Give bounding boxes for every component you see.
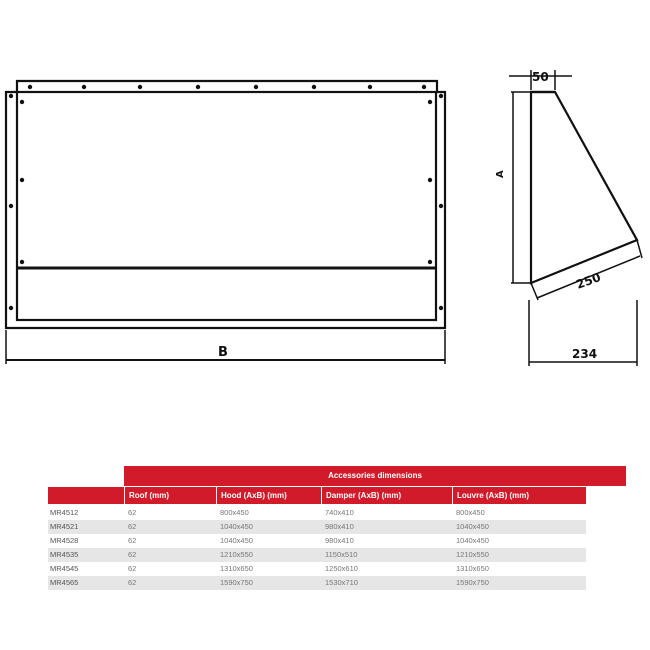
dimension-a — [511, 92, 530, 283]
table-header-row — [48, 487, 586, 504]
cell-louvre: 1040x450 — [456, 522, 489, 531]
cell-louvre: 800x450 — [456, 508, 485, 517]
table-row — [48, 506, 586, 520]
cell-model: MR4535 — [50, 550, 79, 559]
side-view — [531, 92, 637, 283]
cell-hood: 1040x450 — [220, 522, 253, 531]
cell-roof: 62 — [128, 508, 137, 517]
cell-louvre: 1590x750 — [456, 578, 489, 587]
dimension-234-label: 234 — [572, 347, 598, 361]
dimension-50-label: 50 — [532, 70, 549, 84]
cell-model: MR4521 — [50, 522, 79, 531]
cell-damper: 1250x610 — [325, 564, 358, 573]
front-flange-outline — [6, 81, 445, 328]
cell-model: MR4545 — [50, 564, 79, 573]
cell-louvre: 1040x450 — [456, 536, 489, 545]
side-hood-outline — [531, 92, 637, 283]
table-row — [48, 520, 586, 534]
cell-hood: 800x450 — [220, 508, 249, 517]
cell-roof: 62 — [128, 550, 137, 559]
cell-damper: 980x410 — [325, 522, 354, 531]
header-damper: Damper (AxB) (mm) — [321, 487, 452, 504]
front-view — [6, 81, 445, 328]
header-louvre: Louvre (AxB) (mm) — [452, 487, 586, 504]
front-inner-panel — [17, 92, 436, 320]
table-row — [48, 534, 586, 548]
cell-roof: 62 — [128, 522, 137, 531]
cell-roof: 62 — [128, 564, 137, 573]
table-row — [48, 576, 586, 590]
dimension-250-label: 250 — [574, 270, 603, 292]
cell-model: MR4565 — [50, 578, 79, 587]
cell-louvre: 1310x650 — [456, 564, 489, 573]
cell-hood: 1210x550 — [220, 550, 253, 559]
cell-damper: 980x410 — [325, 536, 354, 545]
front-bolt-holes — [9, 85, 443, 310]
header-model — [48, 487, 124, 504]
table-title: Accessories dimensions — [124, 466, 626, 486]
table-body — [48, 506, 586, 590]
table-row — [48, 548, 586, 562]
table-row — [48, 562, 586, 576]
header-hood: Hood (AxB) (mm) — [216, 487, 321, 504]
cell-louvre: 1210x550 — [456, 550, 489, 559]
dimension-250 — [531, 240, 642, 300]
cell-hood: 1310x650 — [220, 564, 253, 573]
cell-model: MR4512 — [50, 508, 79, 517]
cell-damper: 740x410 — [325, 508, 354, 517]
cell-model: MR4528 — [50, 536, 79, 545]
cell-damper: 1530x710 — [325, 578, 358, 587]
cell-roof: 62 — [128, 578, 137, 587]
cell-damper: 1150x510 — [325, 550, 358, 559]
cell-roof: 62 — [128, 536, 137, 545]
dimension-b-label: B — [218, 345, 228, 360]
header-roof: Roof (mm) — [124, 487, 216, 504]
cell-hood: 1040x450 — [220, 536, 253, 545]
cell-hood: 1590x750 — [220, 578, 253, 587]
dimension-a-label: A — [495, 170, 506, 178]
